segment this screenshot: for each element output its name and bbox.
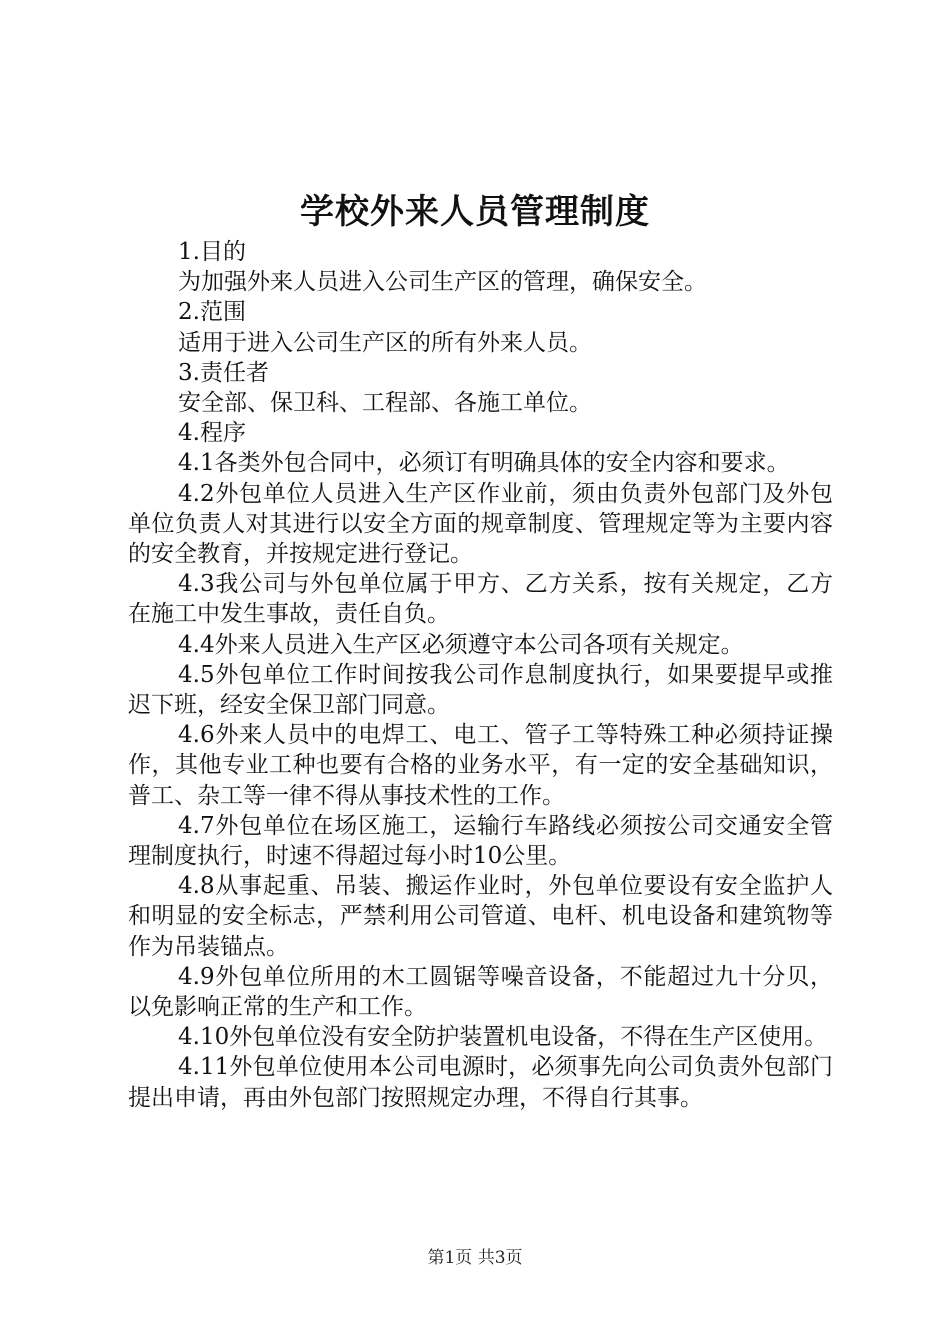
procedure-item: 4.5外包单位工作时间按我公司作息制度执行，如果要提早或推迟下班，经安全保卫部门同意。 [128, 661, 833, 719]
section-body: 安全部、保卫科、工程部、各施工单位。 [178, 390, 592, 417]
section-body: 适用于进入公司生产区的所有外来人员。 [178, 329, 592, 356]
section-body: 为加强外来人员进入公司生产区的管理，确保安全。 [178, 269, 707, 296]
page-footer: 第1页 共3页 [427, 1248, 523, 1268]
section-heading: 1.目的 [178, 239, 246, 265]
document-body [128, 237, 833, 1113]
procedure-item: 4.2外包单位人员进入生产区作业前，须由负责外包部门及外包单位负责人对其进行以安全方面的规章制度、管理规定等为主要内容的安全教育，并按规定进行登记。 [128, 480, 833, 568]
page-title: 学校外来人员管理制度 [300, 192, 650, 232]
procedure-item: 4.4外来人员进入生产区必须遵守本公司各项有关规定。 [178, 631, 744, 658]
procedure-item: 4.7外包单位在场区施工，运输行车路线必须按公司交通安全管理制度执行，时速不得超过每小时10公里。 [128, 812, 833, 870]
section-heading: 4.程序 [178, 420, 246, 447]
procedure-item: 4.9外包单位所用的木工圆锯等噪音设备，不能超过九十分贝，以免影响正常的生产和工作。 [128, 963, 833, 1021]
procedure-item: 4.8从事起重、吊装、搬运作业时，外包单位要设有安全监护人和明显的安全标志，严禁利用公司管道、电杆、机电设备和建筑物等作为吊装锚点。 [128, 873, 833, 960]
procedure-item: 4.6外来人员中的电焊工、电工、管子工等特殊工种必须持证操作，其他专业工种也要有合格的业务水平，有一定的安全基础知识，普工、杂工等一律不得从事技术性的工作。 [128, 722, 833, 809]
procedure-item: 4.1各类外包合同中，必须订有明确具体的安全内容和要求。 [178, 450, 790, 477]
section-heading: 2.范围 [178, 299, 246, 326]
section-heading: 3.责任者 [178, 359, 269, 386]
procedure-item: 4.11外包单位使用本公司电源时，必须事先向公司负责外包部门提出申请，再由外包部门按照规定办理，不得自行其事。 [128, 1054, 833, 1111]
procedure-item: 4.10外包单位没有安全防护装置机电设备，不得在生产区使用。 [178, 1024, 828, 1051]
procedure-item: 4.3我公司与外包单位属于甲方、乙方关系，按有关规定，乙方在施工中发生事故，责任自负。 [128, 571, 833, 628]
